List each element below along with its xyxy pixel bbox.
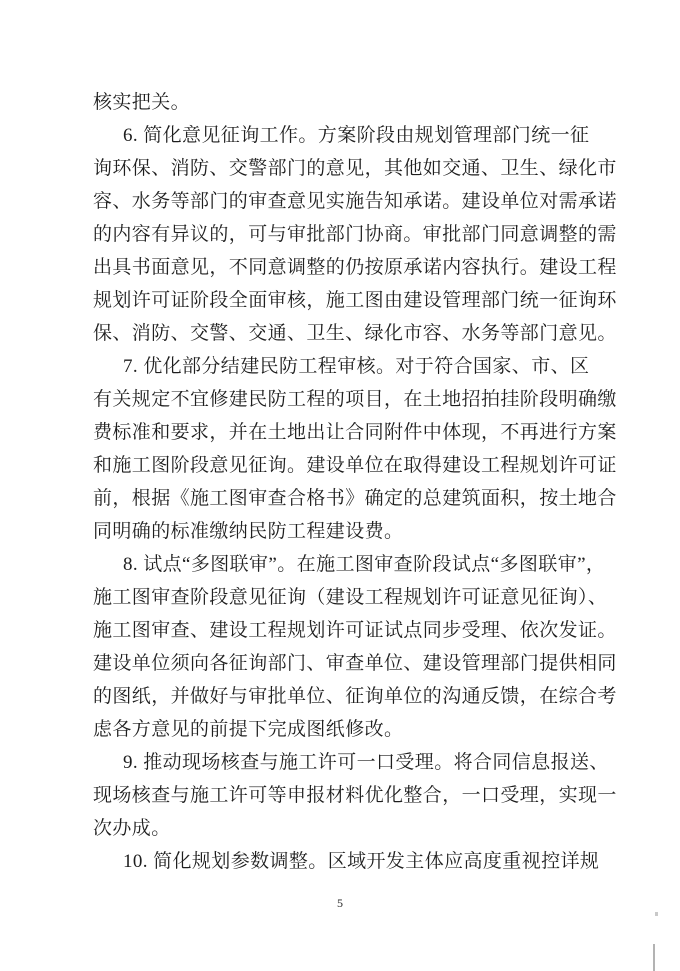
text-line: 询环保、消防、交警部门的意见，其他如交通、卫生、绿化市 (93, 158, 617, 179)
text-line: 规划许可证阶段全面审核，施工图由建设管理部门统一征询环 (93, 290, 617, 311)
paragraph-item-8 (93, 548, 615, 746)
text-line: 建设单位须向各征询部门、审查单位、建设管理部门提供相同 (93, 653, 617, 674)
text-line: 10. 简化规划参数调整。区域开发主体应高度重视控详规 (123, 851, 600, 872)
text-line: 的内容有异议的，可与审批部门协商。审批部门同意调整的需 (93, 224, 617, 245)
text-line: 7. 优化部分结建民防工程审核。对于符合国家、市、区 (123, 356, 590, 377)
text-line: 保、消防、交警、交通、卫生、绿化市容、水务等部门意见。 (93, 323, 617, 344)
text-line: 出具书面意见，不同意调整的仍按原承诺内容执行。建设工程 (93, 257, 617, 278)
text-line: 同明确的标准缴纳民防工程建设费。 (93, 521, 404, 542)
paragraph-item-9 (93, 746, 615, 845)
scan-artifact-dot (655, 912, 658, 916)
text-line: 次办成。 (93, 818, 171, 839)
text-line: 容、水务等部门的审查意见实施告知承诺。建设单位对需承诺 (93, 191, 617, 212)
text-line: 的图纸，并做好与审批单位、征询单位的沟通反馈，在综合考 (93, 686, 617, 707)
paragraph-item-6 (93, 119, 615, 350)
paragraph-item-7 (93, 350, 615, 548)
text-line: 前，根据《施工图审查合格书》确定的总建筑面积，按土地合 (93, 488, 617, 509)
scan-artifact-line (653, 944, 655, 971)
text-line: 现场核查与施工许可等申报材料优化整合，一口受理，实现一 (93, 785, 617, 806)
text-line: 虑各方意见的前提下完成图纸修改。 (93, 719, 404, 740)
paragraph-item-10 (93, 845, 615, 878)
paragraph-continuation (93, 86, 615, 119)
text-line: 有关规定不宜修建民防工程的项目，在土地招拍挂阶段明确缴 (93, 389, 617, 410)
page-number: 5 (337, 896, 343, 910)
text-line: 费标准和要求，并在土地出让合同附件中体现，不再进行方案 (93, 422, 617, 443)
document-text-block (93, 86, 615, 878)
text-line: 8. 试点“多图联审”。在施工图审查阶段试点“多图联审”， (123, 554, 606, 575)
text-line: 6. 简化意见征询工作。方案阶段由规划管理部门统一征 (123, 125, 590, 146)
text-line: 和施工图阶段意见征询。建设单位在取得建设工程规划许可证 (93, 455, 617, 476)
text-line: 核实把关。 (93, 92, 191, 113)
text-line: 施工图审查阶段意见征询（建设工程规划许可证意见征询）、 (93, 587, 608, 608)
text-line: 9. 推动现场核查与施工许可一口受理。将合同信息报送、 (123, 752, 609, 773)
text-line: 施工图审查、建设工程规划许可证试点同步受理、依次发证。 (93, 620, 617, 641)
